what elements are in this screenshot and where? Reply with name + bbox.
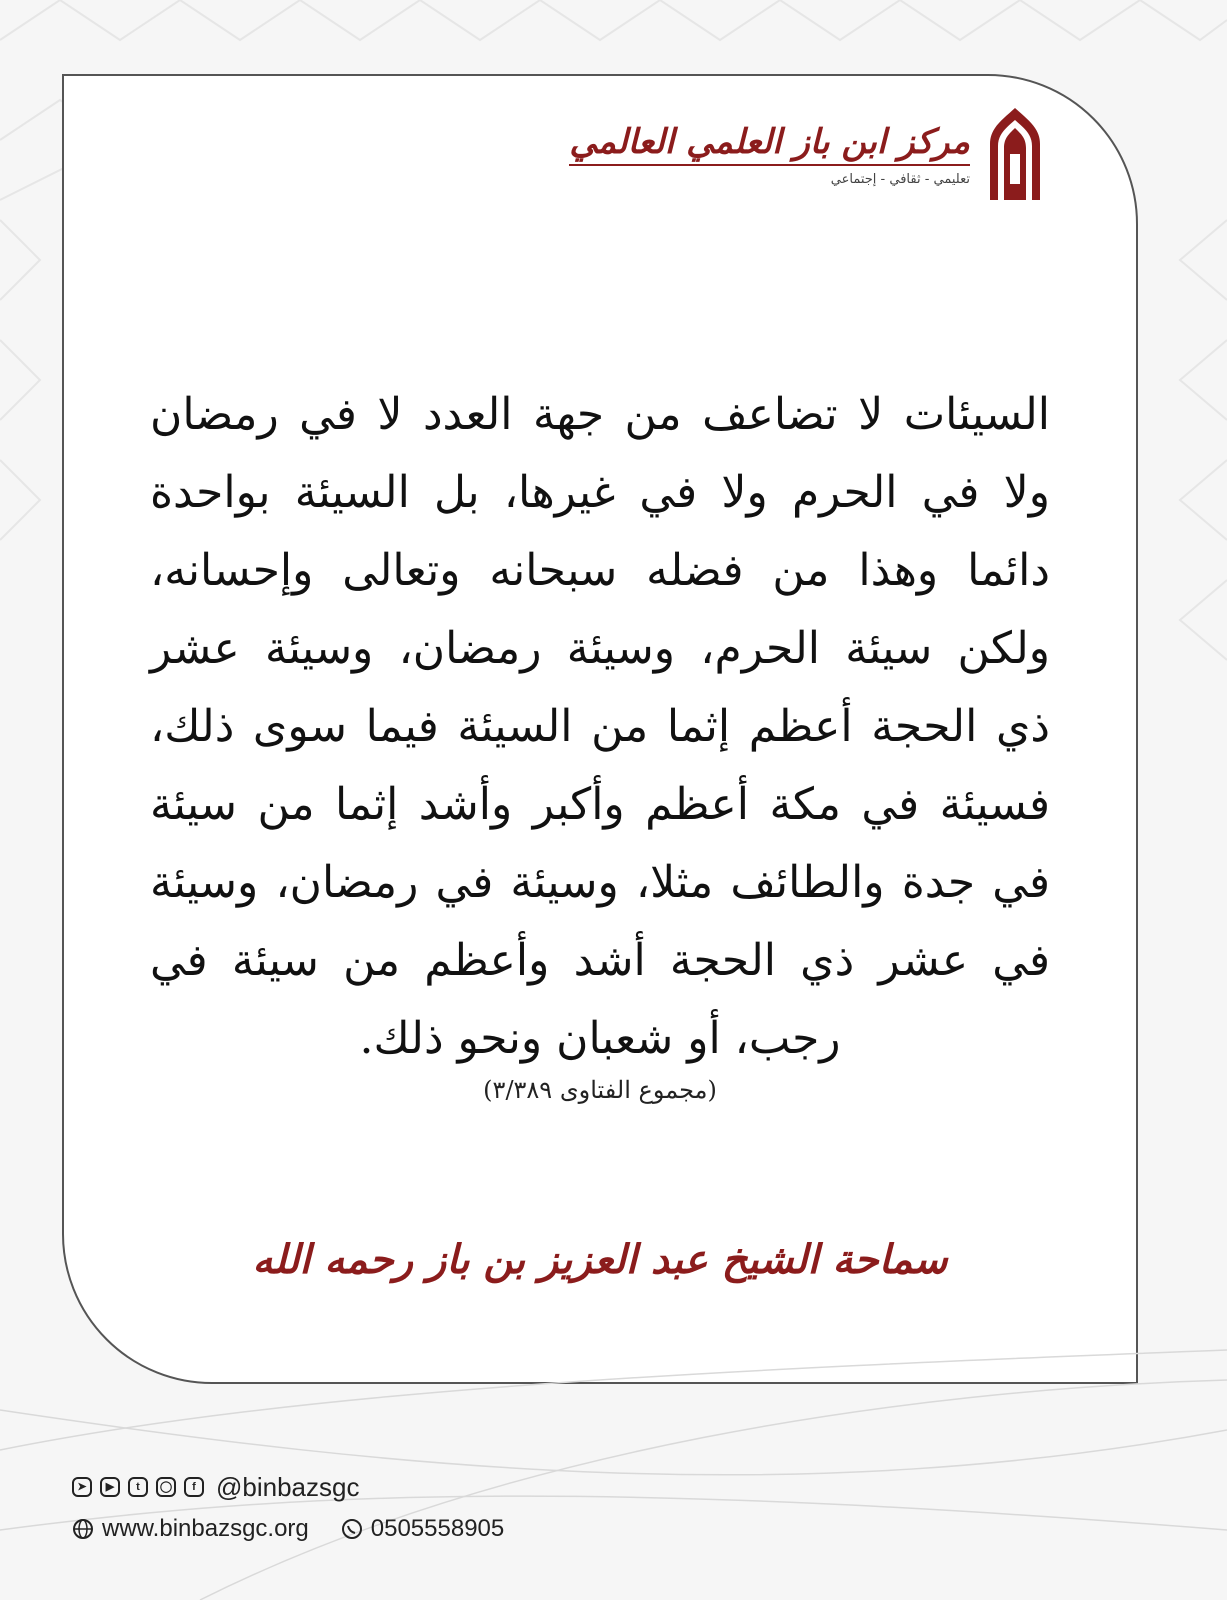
footer-decoration [0,1330,1227,1600]
youtube-icon[interactable]: ▶ [100,1477,120,1497]
signature: سماحة الشيخ عبد العزيز بن باز رحمه الله [252,1236,948,1283]
logo-subtitle: تعليمي - ثقافي - إجتماعي [830,171,970,187]
facebook-icon[interactable]: f [184,1477,204,1497]
whatsapp-icon [341,1518,363,1540]
website-link[interactable]: www.binbazsgc.org [102,1515,309,1542]
footer-contacts [72,1470,504,1554]
center-logo [569,104,1046,204]
logo-title: مركز ابن باز العلمي العالمي [569,122,970,166]
logo-text [569,122,970,187]
phone-number[interactable]: 0505558905 [370,1515,505,1542]
content-card [62,74,1138,1384]
web-row [72,1512,504,1546]
twitter-icon[interactable]: t [128,1477,148,1497]
instagram-icon[interactable]: ◯ [156,1477,176,1497]
social-row [72,1470,504,1504]
social-handle[interactable]: @binbazsgc [216,1471,360,1502]
source-citation: (مجموع الفتاوى ٣/٣٨٩) [483,1076,717,1104]
quote-text: السيئات لا تضاعف من جهة العدد لا في رمضان ولا في الحرم ولا في غيرها، بل السيئة بواحدة دائما وهذا من فضله سبحانه وتعالى وإحسانه، ولكن سيئة الحرم، وسيئة رمضان، وسيئة عشر ذي الحجة أعظم إثما من السيئة فيما سوى ذلك، فسيئة في مكة أعظم وأكبر وأشد إثما من سيئة في جدة والطائف مثلا، وسيئة في رمضان، وسيئة في عشر ذي الحجة أشد وأعظم من سيئة في رجب، أو شعبان ونحو ذلك. [150,389,1050,1064]
telegram-icon[interactable]: ➤ [72,1477,92,1497]
globe-icon [72,1518,94,1540]
mosque-emblem-icon [984,104,1046,204]
